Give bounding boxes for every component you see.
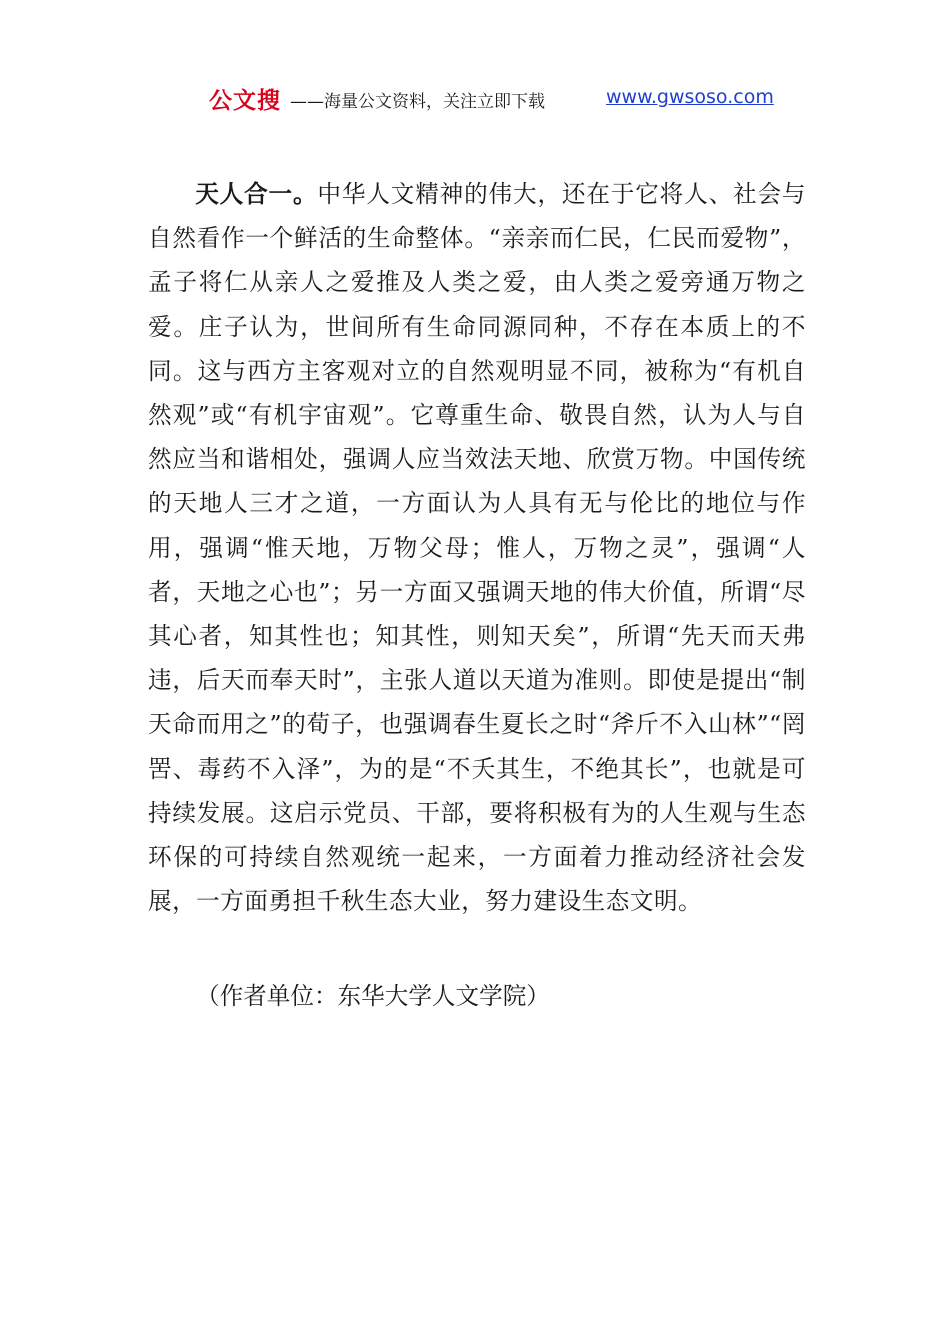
- brand-logo-text: 公文搜: [209, 88, 281, 114]
- article-body: [148, 172, 806, 923]
- author-affiliation: （作者单位：东华大学人文学院）: [196, 982, 550, 1010]
- page-header: [0, 80, 950, 114]
- article-paragraph: [148, 172, 806, 923]
- site-link[interactable]: www.gwsoso.com: [606, 86, 774, 108]
- header-slogan: ——海量公文资料，关注立即下载: [290, 92, 545, 112]
- paragraph-text: 中华人文精神的伟大，还在于它将人、社会与自然看作一个鲜活的生命整体。“亲亲而仁民，仁民而爱物”，孟子将仁从亲人之爱推及人类之爱，由人类之爱旁通万物之爱。庄子认为，世间所有生命同源同种，不存在本质上的不同。这与西方主客观对立的自然观明显不同，被称为“有机自然观”或“有机宇宙观”。它尊重生命、敬畏自然，认为人与自然应当和谐相处，强调人应当效法天地、欣赏万物。中国传统的天地人三才之道，一方面认为人具有无与伦比的地位与作用，强调“惟天地，万物父母；惟人，万物之灵”，强调“人者，天地之心也”；另一方面又强调天地的伟大价值，所谓“尽其心者，知其性也；知其性，则知天矣”，所谓“先天而天弗违，后天而奉天时”，主张人道以天道为准则。即使是提出“制天命而用之”的荀子，也强调春生夏长之时“斧斤不入山林”“罔罟、毒药不入泽”，为的是“不夭其生，不绝其长”，也就是可持续发展。这启示党员、干部，要将积极有为的人生观与生态环保的可持续自然观统一起来，一方面着力推动经济社会发展，一方面勇担千秋生态大业，努力建设生态文明。: [148, 180, 806, 916]
- paragraph-lead: 天人合一。: [195, 180, 318, 208]
